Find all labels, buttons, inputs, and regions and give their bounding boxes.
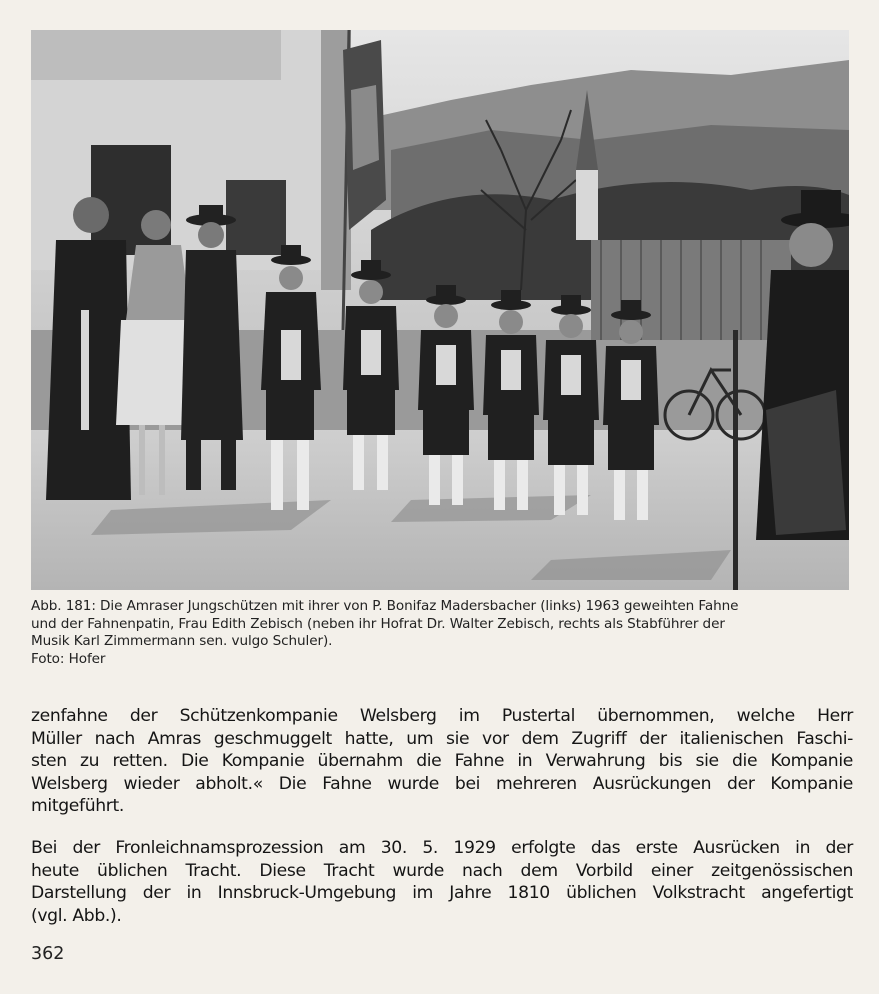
text-line: Bei der Fronleichnamsprozession am 30. 5. 1929 erfolgte das erste Ausrücken in der: [31, 838, 853, 858]
paragraph-1: [31, 705, 853, 818]
page-number: 362: [31, 944, 65, 964]
photo-credit: Foto: Hofer: [31, 650, 106, 667]
text-line: Darstellung der in Innsbruck-Umgebung im Jahre 1810 üblichen Volkstracht angefertigt: [31, 883, 853, 904]
text-line: sten zu retten. Die Kompanie übernahm die Fahne in Verwahrung bis sie die Kompanie: [31, 751, 853, 772]
text-line: mitgeführt.: [31, 796, 124, 817]
text-line: Welsberg wieder abholt.« Die Fahne wurde bei mehreren Ausrückungen der Kompanie: [31, 773, 853, 794]
caption-line: und der Fahnenpatin, Frau Edith Zebisch (neben ihr Hofrat Dr. Walter Zebisch, rechts als Stabführer der: [31, 615, 725, 632]
caption-line: Musik Karl Zimmermann sen. vulgo Schuler).: [31, 633, 333, 649]
historical-photo: [31, 30, 849, 590]
text-line: heute üblichen Tracht. Diese Tracht wurde nach dem Vorbild einer zeitgenössischen: [31, 860, 853, 881]
caption-line: Abb. 181: Die Amraser Jungschützen mit ihrer von P. Bonifaz Madersbacher (links) 1963 geweihten Fahne: [31, 598, 739, 614]
figure-caption: [31, 598, 853, 668]
text-line: (vgl. Abb.).: [31, 905, 122, 926]
text-line: zenfahne der Schützenkompanie Welsberg im Pustertal übernommen, welche Herr: [31, 706, 853, 726]
paragraph-2: [31, 837, 853, 927]
text-line: Müller nach Amras geschmuggelt hatte, um sie vor dem Zugriff der italienischen Faschi-: [31, 728, 853, 749]
